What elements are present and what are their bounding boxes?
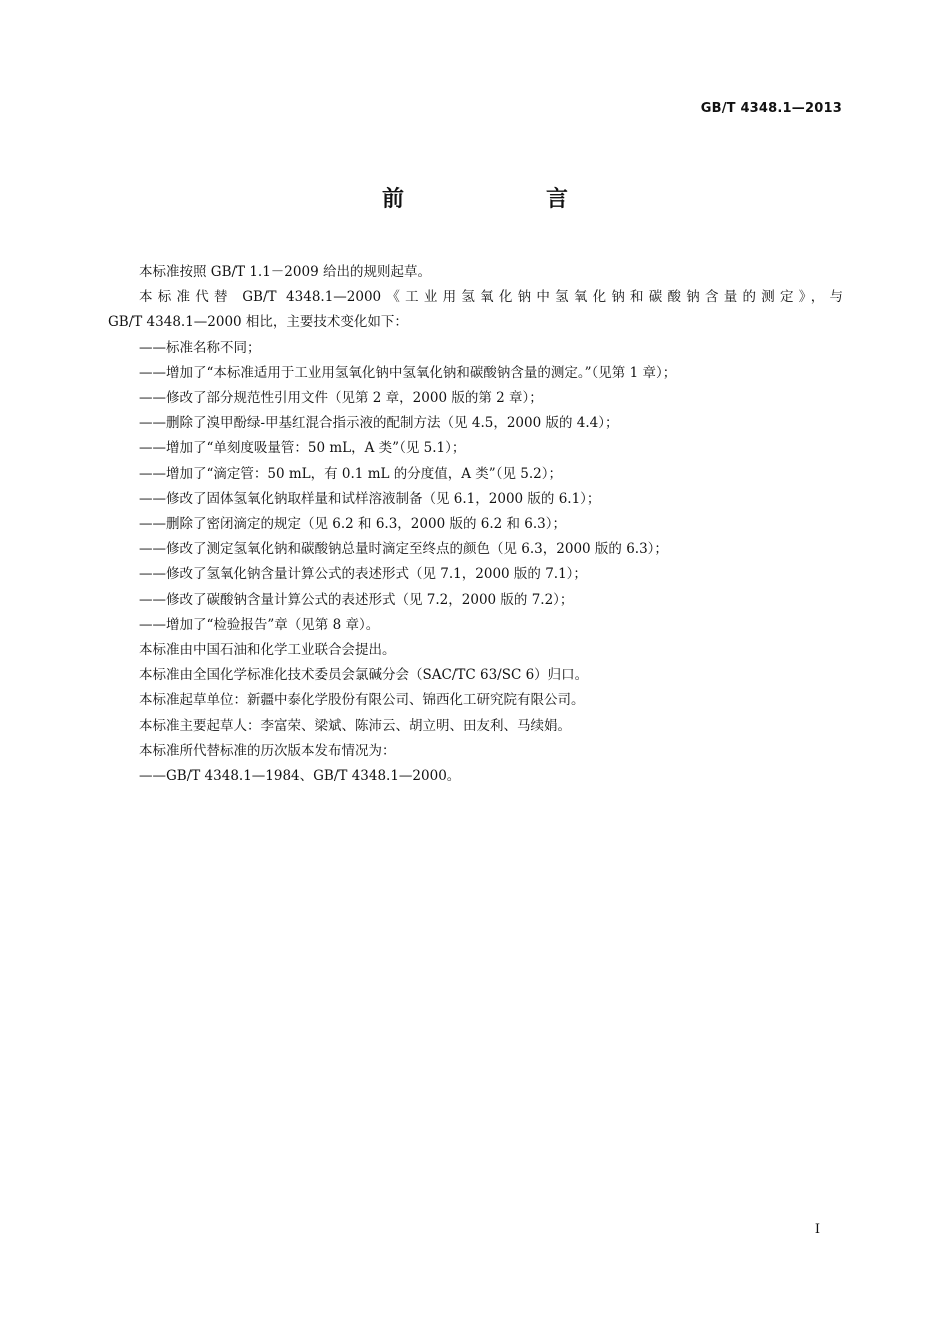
history-item: ——GB/T 4348.1—1984、GB/T 4348.1—2000。 [139, 768, 461, 785]
change-item: ——增加了“滴定管：50 mL，有 0.1 mL 的分度值，A 类”（见 5.2）； [139, 465, 562, 482]
paragraph-proposer: 本标准由中国石油和化学工业联合会提出。 [139, 642, 396, 659]
standard-code: GB/T 4348.1—2013 [700, 101, 842, 116]
page-number: I [814, 1222, 820, 1237]
change-item: ——删除了溴甲酚绿-甲基红混合指示液的配制方法（见 4.5，2000 版的 4.4）； [139, 415, 619, 432]
change-item: ——增加了“本标准适用于工业用氢氧化钠中氢氧化钠和碳酸钠含量的测定。”（见第 1 章）； [139, 364, 677, 381]
change-item: ——删除了密闭滴定的规定（见 6.2 和 6.3，2000 版的 6.2 和 6.3）； [139, 516, 567, 533]
document-body [108, 260, 843, 789]
paragraph-replaces: 本标准代替 GB/T 4348.1—2000《工业用氢氧化钠中氢氧化钠和碳酸钠含量的测定》，与 [139, 289, 843, 306]
paragraph-drafters: 本标准主要起草人：李富荣、梁斌、陈沛云、胡立明、田友利、马续娟。 [139, 717, 571, 734]
change-item: ——标准名称不同； [139, 339, 261, 356]
paragraph-drafting-units: 本标准起草单位：新疆中泰化学股份有限公司、锦西化工研究院有限公司。 [139, 692, 585, 709]
page-title: 前 言 [381, 187, 628, 212]
paragraph-history: 本标准所代替标准的历次版本发布情况为： [139, 742, 396, 759]
paragraph-replaces-continued: GB/T 4348.1—2000 相比，主要技术变化如下： [108, 314, 408, 331]
change-item: ——修改了测定氢氧化钠和碳酸钠总量时滴定至终点的颜色（见 6.3，2000 版的 6.3）； [139, 541, 668, 558]
change-item: ——修改了碳酸钠含量计算公式的表述形式（见 7.2，2000 版的 7.2）； [139, 591, 574, 608]
change-item: ——修改了氢氧化钠含量计算公式的表述形式（见 7.1，2000 版的 7.1）； [139, 566, 587, 583]
paragraph-centralized: 本标准由全国化学标准化技术委员会氯碱分会（SAC/TC 63/SC 6）归口。 [139, 667, 589, 684]
change-item: ——增加了“单刻度吸量管：50 mL，A 类”（见 5.1）； [139, 440, 466, 457]
change-item: ——增加了“检验报告”章（见第 8 章）。 [139, 616, 380, 633]
change-item: ——修改了部分规范性引用文件（见第 2 章，2000 版的第 2 章）； [139, 390, 543, 407]
paragraph-drafting-rules: 本标准按照 GB/T 1.1－2009 给出的规则起草。 [139, 264, 431, 280]
change-item: ——修改了固体氢氧化钠取样量和试样溶液制备（见 6.1，2000 版的 6.1）； [139, 490, 601, 507]
